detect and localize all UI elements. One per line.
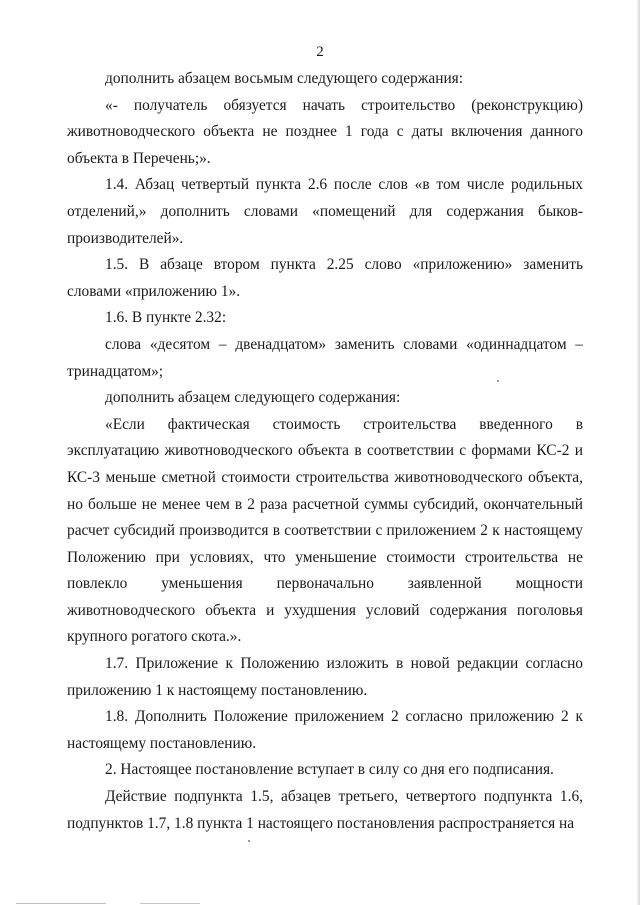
scan-speck xyxy=(497,380,499,382)
paragraph: «Если фактическая стоимость строительства введенного в эксплуатацию животноводческого объекта в соответствии с формами КС-2 и КС-3 меньше сметной стоимости строительства животноводческого объекта, но больше не менее чем в 2 раза расчетной суммы субсидий, окончательный расчет субсидий производится в соответствии с приложением 2 к настоящему Положению при условиях, что уменьшение стоимости строительства не повлекло уменьшения первоначально заявленной мощности животноводческого объекта и ухудшения условий содержания поголовья крупного рогатого скота.». xyxy=(67,415,583,646)
scan-line xyxy=(16,903,106,904)
paragraph: 1.5. В абзаце втором пункта 2.25 слово «приложению» заменить словами «приложению 1». xyxy=(67,256,583,300)
paragraph: «- получатель обязуется начать строительство (реконструкцию) животноводческого объекта не позднее 1 года с даты включения данного объекта в Перечень;». xyxy=(67,96,583,167)
paragraph: дополнить абзацем восьмым следующего содержания: xyxy=(105,70,464,87)
paragraph: дополнить абзацем следующего содержания: xyxy=(105,389,401,407)
paragraph: 1.8. Дополнить Положение приложением 2 согласно приложению 2 к настоящему постановлению. xyxy=(67,708,583,752)
scan-line xyxy=(140,903,200,904)
page-number: 2 xyxy=(316,44,324,60)
paragraph: Действие подпункта 1.5, абзацев третьего, четвертого подпункта 1.6, подпунктов 1.7, 1.8 пункта 1 настоящего постановления распространяется на xyxy=(67,788,583,832)
paragraph: слова «десятом – двенадцатом» заменить словами «одиннадцатом – тринадцатом»; xyxy=(67,335,583,380)
paragraph: 1.7. Приложение к Положению изложить в новой редакции согласно приложению 1 к настоящему постановлению. xyxy=(67,655,583,699)
paragraph: 1.4. Абзац четвертый пункта 2.6 после слов «в том числе родильных отделений,» дополнить словами «помещений для содержания быков-производителей». xyxy=(67,176,583,247)
paragraph: 1.6. В пункте 2.32: xyxy=(105,309,227,327)
document-body xyxy=(67,66,583,837)
paragraph: 2. Настоящее постановление вступает в силу со дня его подписания. xyxy=(105,761,554,779)
scan-speck xyxy=(248,840,250,842)
